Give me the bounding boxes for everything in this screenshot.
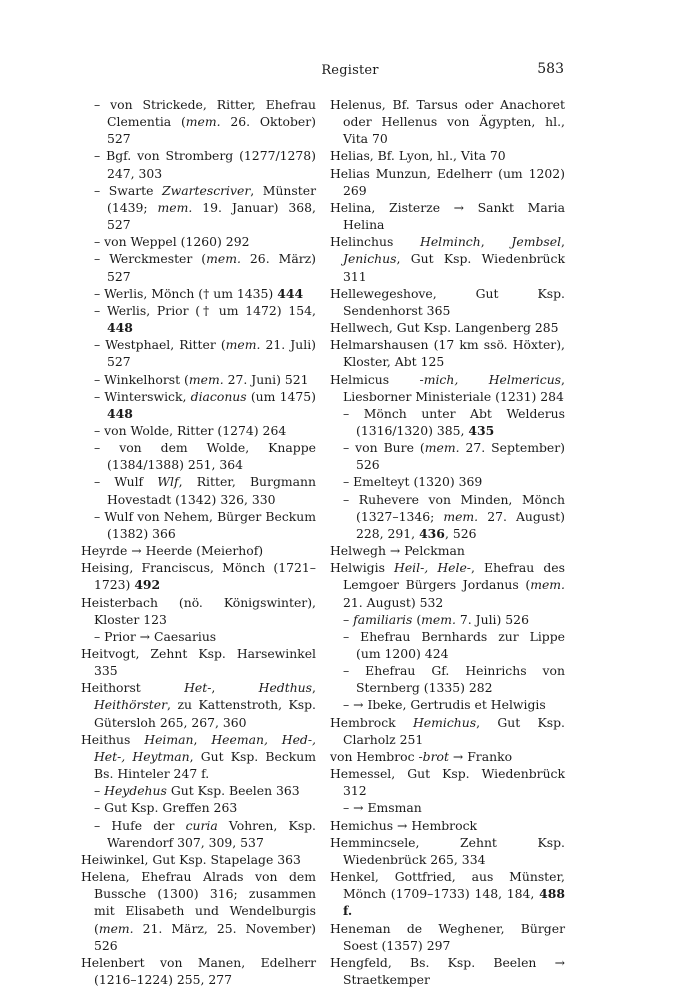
bold-page-ref: 435 xyxy=(468,422,495,438)
index-entry xyxy=(81,559,316,593)
index-subentry xyxy=(81,182,316,233)
index-subentry xyxy=(81,147,316,181)
entry-text: (um 1475) xyxy=(246,388,316,404)
entry-text: Heithorst xyxy=(81,680,185,696)
entry-text: , Gut Ksp. Clarholz 251 xyxy=(343,714,565,747)
entry-text: – Werckmester ( xyxy=(94,251,207,267)
entry-text: , Liesborner Ministeriale (1231) 284 xyxy=(343,371,565,404)
italic-text: mem. xyxy=(225,337,261,353)
entry-text: 21. März, 25. November) 526 xyxy=(94,920,316,953)
italic-text: familiaris xyxy=(353,611,413,627)
index-entry xyxy=(81,679,316,730)
bold-page-ref: 448 xyxy=(107,405,133,421)
italic-text: mem. xyxy=(443,508,479,524)
entry-text: – von Weppel (1260) 292 xyxy=(94,234,250,250)
index-subentry xyxy=(330,473,565,490)
entry-text: – → Ibeke, Gertrudis et Helwigis xyxy=(343,697,546,713)
italic-text: mem. xyxy=(188,371,224,387)
entry-text: von Hembroc xyxy=(330,748,419,764)
entry-text: , Ritter, Burgmann Hovestadt (1342) 326, 330 xyxy=(107,474,316,507)
index-entry xyxy=(330,371,565,405)
bold-page-ref: 436 xyxy=(419,525,445,541)
entry-text: 27. August) 228, 291, xyxy=(356,508,565,541)
italic-text: Wlf xyxy=(157,474,179,490)
index-entry xyxy=(330,559,565,610)
entry-text: Heiwinkel, Gut Ksp. Stapelage 363 xyxy=(81,851,301,867)
index-entry xyxy=(330,954,565,988)
italic-text: mem. xyxy=(98,920,134,936)
index-entry xyxy=(330,868,565,919)
entry-text: Heising, Franciscus, Mönch (1721–1723) xyxy=(81,560,316,593)
bold-page-ref: 448 xyxy=(107,320,133,336)
italic-text: Heeman, Hed-, Het-, Heytman xyxy=(94,731,316,764)
italic-text: Heil-, Hele- xyxy=(394,560,471,576)
entry-text: Hengfeld, Bs. Ksp. Beelen → Straetkemper xyxy=(330,954,565,987)
index-subentry xyxy=(81,233,316,250)
index-entry xyxy=(81,868,316,954)
entry-text: Helwegh → Pelckman xyxy=(330,543,465,559)
italic-text: mem. xyxy=(157,199,193,215)
entry-text: – Prior → Caesarius xyxy=(94,628,217,644)
entry-text: 21. August) 532 xyxy=(343,594,444,610)
entry-text: – Hufe der xyxy=(94,817,186,833)
italic-text: mem. xyxy=(185,114,221,130)
bold-page-ref: 492 xyxy=(134,577,161,593)
entry-text: – von Wolde, Ritter (1274) 264 xyxy=(94,422,287,438)
entry-text: ( xyxy=(412,611,422,627)
entry-text: Hemmincsele, Zehnt Ksp. Wiedenbrück 265, 334 xyxy=(330,834,565,867)
entry-text: , Gut Ksp. Beckum Bs. Hinteler 247 f. xyxy=(94,748,316,782)
entry-text: , xyxy=(480,234,512,250)
entry-text: – Mönch unter Abt Welderus (1316/1320) 385, xyxy=(343,405,565,438)
italic-text: Zwartescriver xyxy=(162,182,251,198)
italic-text: -mich, Helmericus xyxy=(419,371,562,387)
entry-text: 26. Oktober) 527 xyxy=(107,114,316,147)
entry-text: Hemessel, Gut Ksp. Wiedenbrück 312 xyxy=(330,766,565,799)
entry-text: Heyrde → Heerde (Meierhof) xyxy=(81,543,264,559)
index-subentry xyxy=(81,799,316,816)
index-subentry xyxy=(330,628,565,662)
entry-text: – Wulf xyxy=(94,474,158,490)
entry-text: Hemichus → Hembrock xyxy=(330,817,478,833)
italic-text: Helminch xyxy=(420,234,481,250)
entry-text: Gut Ksp. Beelen 363 xyxy=(166,783,300,799)
entry-text: Helena, Ehefrau Alrads von dem Bussche (1300) 316; zusammen mit Elisabeth und Wendelburgis ( xyxy=(81,869,316,936)
entry-text: 21. Juli) 527 xyxy=(107,337,316,370)
index-entry xyxy=(330,817,565,834)
entry-text: – xyxy=(343,611,354,627)
entry-text: – Gut Ksp. Greffen 263 xyxy=(94,800,238,816)
entry-text: Helwigis xyxy=(330,560,395,576)
entry-text: , 526 xyxy=(444,525,477,541)
index-subentry xyxy=(81,371,316,388)
index-entry xyxy=(330,233,565,284)
entry-text: Henkel, Gottfried, aus Münster, Mönch (1709–1733) 148, 184, xyxy=(330,869,565,902)
italic-text: Heydehus xyxy=(104,783,167,799)
entry-text: Heithus xyxy=(81,731,145,747)
index-subentry xyxy=(81,628,316,645)
index-entry xyxy=(330,96,565,147)
index-entry xyxy=(81,851,316,868)
index-subentry xyxy=(330,491,565,542)
entry-text: Heisterbach (nö. Königswinter), Kloster 123 xyxy=(81,594,316,627)
entry-text: – Winkelhorst ( xyxy=(94,371,189,387)
italic-text: Hedthus xyxy=(258,680,313,696)
entry-text: → Franko xyxy=(448,748,513,764)
italic-text: Heithörster xyxy=(94,697,168,713)
entry-text: , xyxy=(312,680,316,696)
index-subentry xyxy=(81,817,316,851)
running-title: Register xyxy=(321,63,379,78)
index-subentry xyxy=(81,250,316,284)
index-entry xyxy=(330,319,565,336)
entry-text: Helenus, Bf. Tarsus oder Anachoret oder Hellenus von Ägypten, hl., Vita 70 xyxy=(330,97,565,147)
index-subentry xyxy=(330,799,565,816)
italic-text: Heiman xyxy=(144,731,194,747)
entry-text: 27. Juni) 521 xyxy=(223,371,309,387)
page-number: 583 xyxy=(537,61,564,77)
entry-text: – Ehefrau Gf. Heinrichs von Sternberg (1335) 282 xyxy=(343,663,565,696)
italic-text: Hemichus xyxy=(412,714,477,730)
entry-text: – Ehefrau Bernhards zur Lippe (um 1200) 424 xyxy=(343,628,565,661)
index-entry xyxy=(330,542,565,559)
entry-text: , Gut Ksp. Wiedenbrück 311 xyxy=(343,251,565,284)
italic-text: mem. xyxy=(206,251,241,267)
index-subentry xyxy=(330,405,565,439)
entry-text: 26. März) 527 xyxy=(107,251,316,284)
index-entry xyxy=(330,336,565,370)
entry-text: Helenbert von Manen, Edelherr (1216–1224) 255, 277 xyxy=(81,954,316,987)
index-subentry xyxy=(81,302,316,336)
entry-text: Helias Munzun, Edelherr (um 1202) 269 xyxy=(330,165,565,198)
entry-text: , xyxy=(193,731,212,747)
entry-text: – xyxy=(94,783,105,799)
entry-text: , xyxy=(561,234,565,250)
entry-text: , zu Kattenstroth, Ksp. Gütersloh 265, 267, 360 xyxy=(94,697,316,730)
index-subentry xyxy=(81,473,316,507)
italic-text: mem. xyxy=(421,611,456,627)
entry-text: Vohren, Ksp. Warendorf 307, 309, 537 xyxy=(107,817,316,850)
index-entry xyxy=(330,714,565,748)
index-entry xyxy=(81,645,316,679)
italic-text: diaconus xyxy=(190,388,247,404)
entry-text: 27. September) 526 xyxy=(356,440,565,473)
entry-text: Helmicus xyxy=(330,371,420,387)
entry-text: Hembrock xyxy=(330,714,413,730)
index-subentry xyxy=(330,662,565,696)
italic-text: Jenichus xyxy=(343,251,397,267)
entry-text: Helinchus xyxy=(330,234,421,250)
italic-text: curia xyxy=(185,817,218,833)
index-subentry xyxy=(330,696,565,713)
index-entry xyxy=(330,920,565,954)
bold-page-ref: 444 xyxy=(277,285,304,301)
entry-text: – Swarte xyxy=(94,182,162,198)
index-entry xyxy=(330,834,565,868)
index-entry xyxy=(330,748,565,765)
entry-text: Helias, Bf. Lyon, hl., Vita 70 xyxy=(330,148,506,164)
index-column-left xyxy=(81,96,316,988)
entry-text: – → Emsman xyxy=(343,800,422,816)
entry-text: – von Strickede, Ritter, Ehefrau Clementia ( xyxy=(94,97,316,130)
index-entry xyxy=(330,199,565,233)
entry-text: Hellwech, Gut Ksp. Langenberg 285 xyxy=(330,320,559,336)
italic-text: -brot xyxy=(418,748,449,764)
italic-text: mem. xyxy=(424,440,460,456)
index-subentry xyxy=(81,336,316,370)
index-entry xyxy=(330,285,565,319)
index-entry xyxy=(330,165,565,199)
entry-text: Hellewegeshove, Gut Ksp. Sendenhorst 365 xyxy=(330,285,565,318)
index-entry xyxy=(81,731,316,782)
entry-text: – Emelteyt (1320) 369 xyxy=(343,474,483,490)
entry-text: Helmarshausen (17 km ssö. Höxter), Kloster, Abt 125 xyxy=(330,337,565,370)
index-entry xyxy=(330,147,565,164)
index-subentry xyxy=(81,782,316,799)
entry-text: 19. Januar) 368, 527 xyxy=(107,199,316,233)
entry-text: , Münster (1439; xyxy=(107,182,316,215)
index-subentry xyxy=(330,439,565,473)
index-subentry xyxy=(81,439,316,473)
entry-text: – von dem Wolde, Knappe (1384/1388) 251, 364 xyxy=(94,440,316,473)
entry-text: – Westphael, Ritter ( xyxy=(94,337,226,353)
index-subentry xyxy=(330,611,565,628)
entry-text: Helina, Zisterze → Sankt Maria Helina xyxy=(330,199,565,233)
index-subentry xyxy=(81,388,316,422)
entry-text: – von Bure ( xyxy=(343,440,425,456)
entry-text: – Bgf. von Stromberg (1277/1278) 247, 303 xyxy=(94,148,316,181)
italic-text: Het- xyxy=(184,680,212,696)
italic-text: Jembsel xyxy=(511,234,562,250)
entry-text: Heneman de Weghener, Bürger Soest (1357) 297 xyxy=(330,920,565,953)
italic-text: mem. xyxy=(530,577,565,593)
bold-page-ref: 488 f. xyxy=(343,886,565,919)
index-subentry xyxy=(81,285,316,302)
index-subentry xyxy=(81,422,316,439)
entry-text: – Winterswick, xyxy=(94,388,191,404)
entry-text: – Wulf von Nehem, Bürger Beckum (1382) 366 xyxy=(94,508,316,541)
index-entry xyxy=(81,594,316,628)
index-entry xyxy=(330,765,565,799)
index-column-right xyxy=(330,96,565,988)
index-entry xyxy=(81,954,316,988)
entry-text: – Werlis, Prior († um 1472) 154, xyxy=(94,302,316,318)
index-entry xyxy=(81,542,316,559)
index-subentry xyxy=(81,508,316,542)
entry-text: – Ruhevere von Minden, Mönch (1327–1346; xyxy=(343,491,565,524)
entry-text: , xyxy=(211,680,259,696)
entry-text: – Werlis, Mönch († um 1435) xyxy=(94,285,278,301)
entry-text: , Ehefrau des Lemgoer Bürgers Jordanus ( xyxy=(343,560,565,593)
index-subentry xyxy=(81,96,316,147)
entry-text: Heitvogt, Zehnt Ksp. Harsewinkel 335 xyxy=(81,646,316,679)
entry-text: 7. Juli) 526 xyxy=(455,611,529,627)
